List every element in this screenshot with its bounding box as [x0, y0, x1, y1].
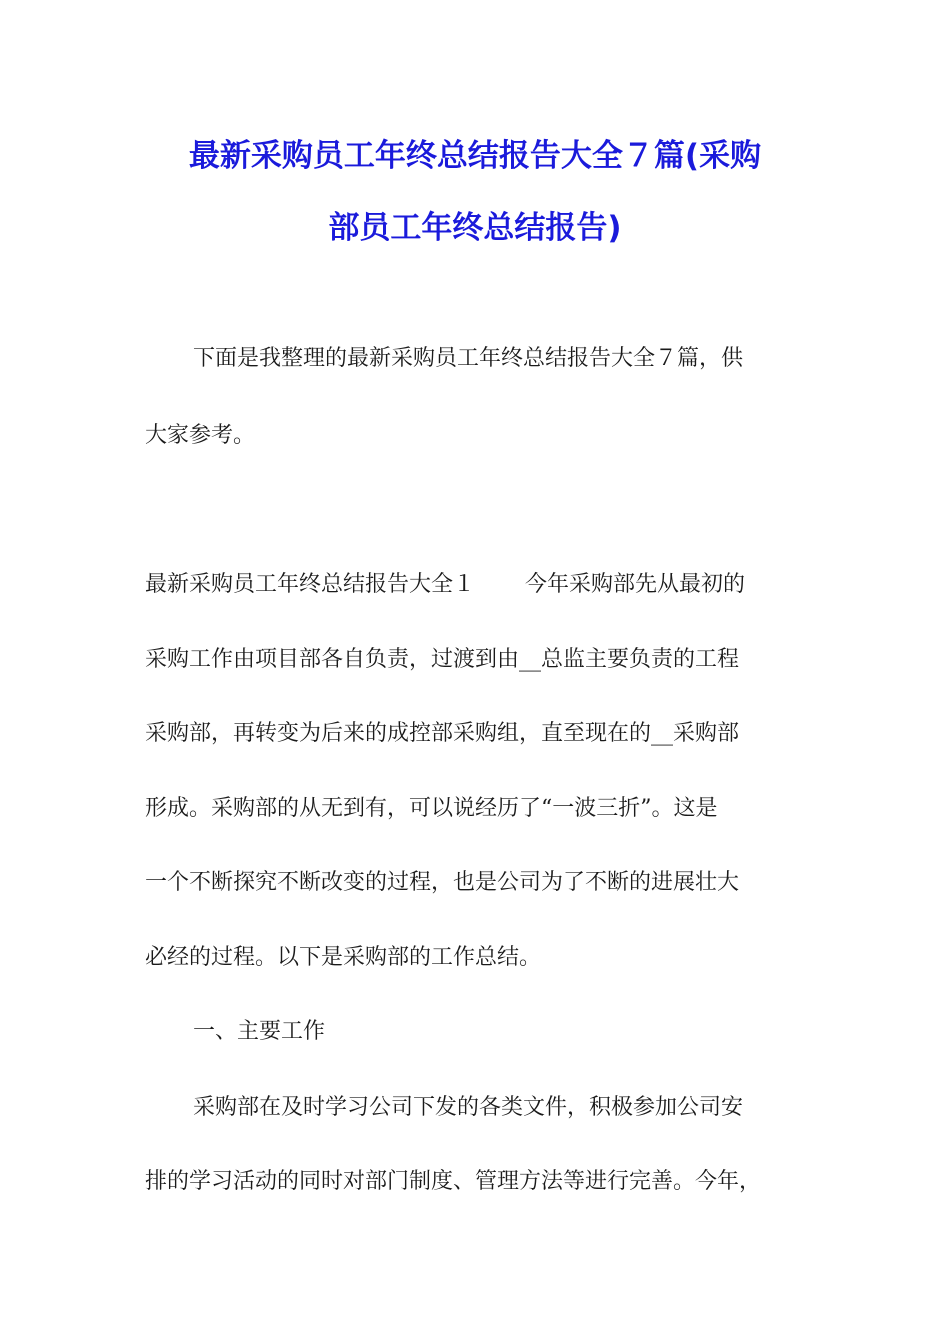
- section-1-first-line-text: 今年采购部先从最初的: [525, 572, 746, 597]
- section-1-line: 形成。采购部的从无到有，可以说经历了“一波三折”。这是: [145, 796, 718, 821]
- section-1-subheading: 一、主要工作: [193, 1019, 326, 1044]
- document-title-line-2: 部员工年终总结报告): [328, 210, 622, 246]
- intro-line-2: 大家参考。: [145, 423, 256, 448]
- section-1-line: 一个不断探究不断改变的过程，也是公司为了不断的进展壮大: [145, 870, 740, 895]
- document-title-line-1: 最新采购员工年终总结报告大全７篇(采购: [188, 138, 762, 174]
- intro-line-1: 下面是我整理的最新采购员工年终总结报告大全７篇，供: [193, 346, 744, 371]
- section-1-first-line: [145, 570, 825, 600]
- section-1-heading: 最新采购员工年终总结报告大全１: [145, 572, 476, 597]
- section-1-line: 采购工作由项目部各自负责，过渡到由__总监主要负责的工程: [145, 647, 740, 672]
- section-1-line: 必经的过程。以下是采购部的工作总结。: [145, 945, 542, 970]
- section-1-line: 采购部，再转变为后来的成控部采购组，直至现在的__采购部: [145, 721, 740, 746]
- section-1-paragraph-line: 排的学习活动的同时对部门制度、管理方法等进行完善。今年，: [145, 1169, 762, 1194]
- section-1-paragraph-line: 采购部在及时学习公司下发的各类文件，积极参加公司安: [193, 1095, 744, 1120]
